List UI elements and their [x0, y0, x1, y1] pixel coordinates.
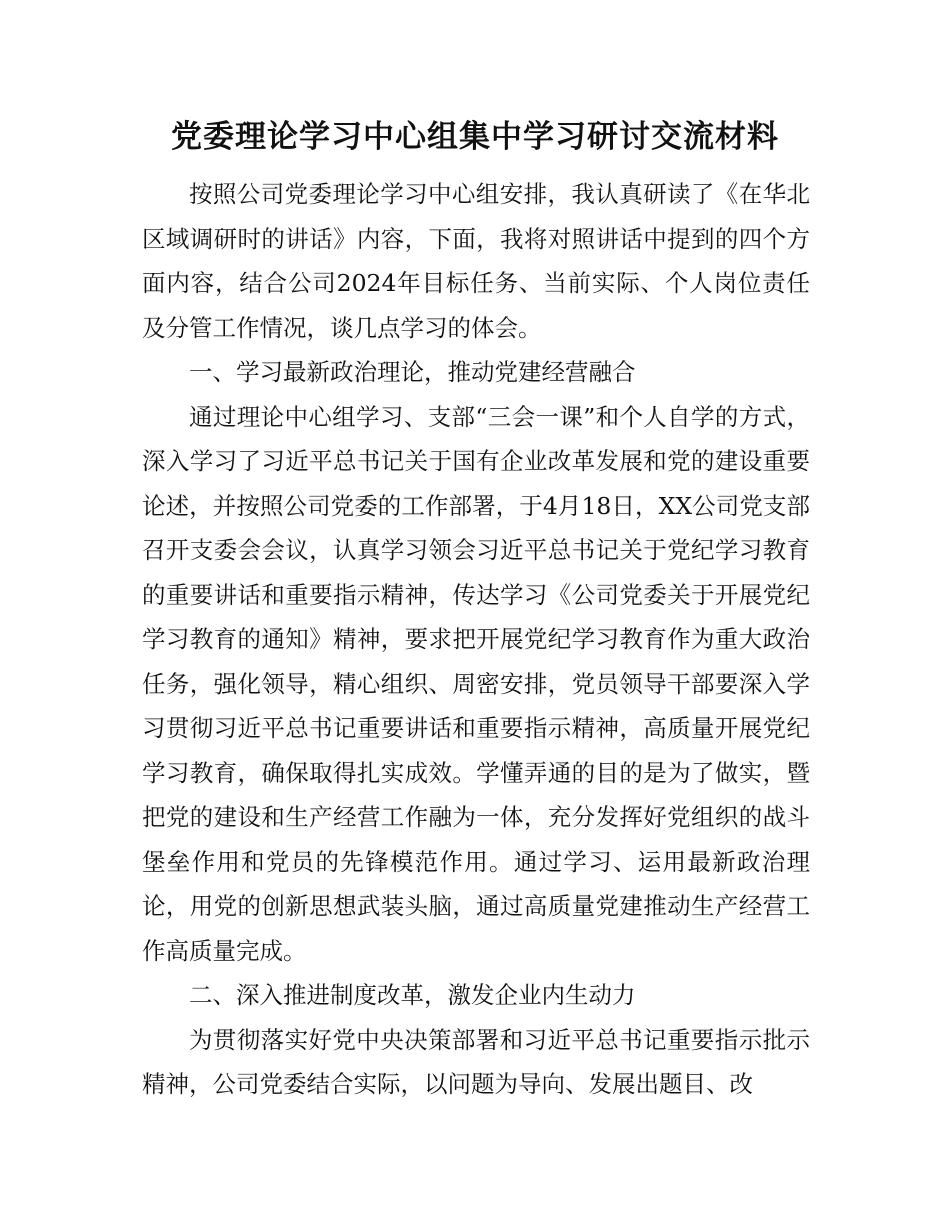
intro-paragraph: 按照公司党委理论学习中心组安排，我认真研读了《在华北区域调研时的讲话》内容，下面，我将对照讲话中提到的四个方面内容，结合公司2024年目标任务、当前实际、个人岗位责任及分管工作情况，谈几点学习的体会。	[142, 180, 810, 342]
section-heading-2: 二、深入推进制度改革，激发企业内生动力	[189, 981, 636, 1009]
section-1-paragraph: 通过理论中心组学习、支部“三会一课”和个人自学的方式，深入学习了习近平总书记关于国有企业改革发展和党的建设重要论述，并按照公司党委的工作部署，于4月18日，XX公司党支部召开支委会会议，认真学习领会习近平总书记关于党纪学习教育的重要讲话和重要指示精神，传达学习《公司党委关于开展党纪学习教育的通知》精神，要求把开展党纪学习教育作为重大政治任务，强化领导，精心组织、周密安排，党员领导干部要深入学习贯彻习近平总书记重要讲话和重要指示精神，高质量开展党纪学习教育，确保取得扎实成效。学懂弄通的目的是为了做实，暨把党的建设和生产经营工作融为一体，充分发挥好党组织的战斗堡垒作用和党员的先锋模范作用。通过学习、运用最新政治理论，用党的创新思想武装头脑，通过高质量党建推动生产经营工作高质量完成。	[142, 402, 810, 965]
section-2-paragraph: 为贯彻落实好党中央决策部署和习近平总书记重要指示批示精神，公司党委结合实际，以问题为导向、发展出题目、改	[142, 1025, 810, 1098]
document-body	[142, 172, 810, 1107]
section-heading-1: 一、学习最新政治理论，推动党建经营融合	[189, 358, 636, 386]
document-title: 党委理论学习中心组集中学习研讨交流材料	[171, 119, 779, 155]
